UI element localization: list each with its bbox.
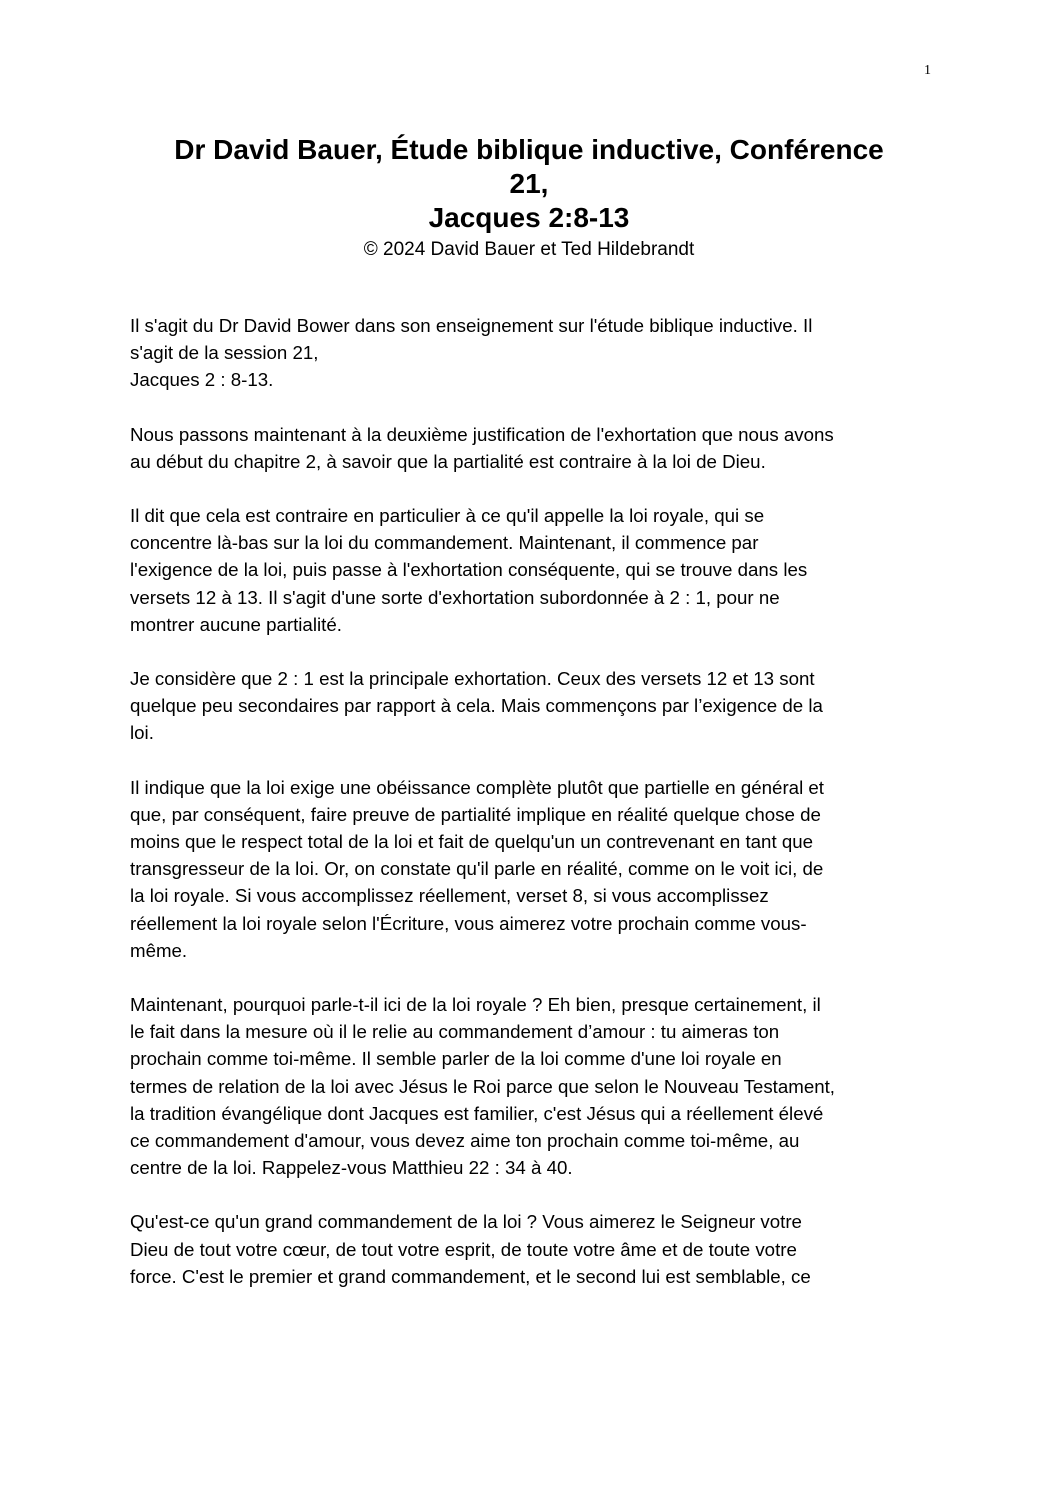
paragraph: Qu'est-ce qu'un grand commandement de la loi ? Vous aimerez le Seigneur votre Dieu de tout votre cœur, de tout votre esprit, de toute votre âme et de toute votre force. C'est le premier et grand commandement, et le second lui est semblable, ce (130, 1211, 811, 1287)
title-line-2: 21, (509, 168, 549, 199)
title-line-3: Jacques 2:8-13 (428, 202, 630, 233)
paragraph: Nous passons maintenant à la deuxième justification de l'exhortation que nous avons au début du chapitre 2, à savoir que la partialité est contraire à la loi de Dieu. (130, 423, 834, 472)
page-number: 1 (924, 63, 931, 78)
paragraph: Maintenant, pourquoi parle-t-il ici de la loi royale ? Eh bien, presque certainement, il le fait dans la mesure où il le relie au commandement d’amour : tu aimeras ton prochain comme toi-même. Il semble parler de la loi comme d'une loi royale en termes de relation de la loi avec Jésus le Roi parce que selon le Nouveau Testament, la tradition évangélique dont Jacques est familier, c'est Jésus qui a réellement élevé ce commandement d'amour, vous devez aime ton prochain comme toi-même, au centre de la loi. Rappelez-vous Matthieu 22 : 34 à 40. (130, 994, 835, 1179)
body-text (130, 312, 925, 1317)
title-block (100, 133, 958, 263)
paragraph: Je considère que 2 : 1 est la principale exhortation. Ceux des versets 12 et 13 sont quelque peu secondaires par rapport à cela. Mais commençons par l’exigence de la loi. (130, 668, 823, 744)
title-line-1: Dr David Bauer, Étude biblique inductive, Conférence (174, 134, 884, 165)
paragraph: Il s'agit du Dr David Bower dans son enseignement sur l'étude biblique inductive. Il s'agit de la session 21, Jacques 2 : 8-13. (130, 315, 813, 391)
copyright-notice: © 2024 David Bauer et Ted Hildebrandt (363, 239, 695, 260)
paragraph: Il dit que cela est contraire en particulier à ce qu'il appelle la loi royale, qui se concentre là-bas sur la loi du commandement. Maintenant, il commence par l'exigence de la loi, puis passe à l'exhortation conséquente, qui se trouve dans les versets 12 à 13. Il s'agit d'une sorte d'exhortation subordonnée à 2 : 1, pour ne montrer aucune partialité. (130, 505, 808, 635)
paragraph: Il indique que la loi exige une obéissance complète plutôt que partielle en général et que, par conséquent, faire preuve de partialité implique en réalité quelque chose de moins que le respect total de la loi et fait de quelqu'un un contrevenant en tant que transgresseur de la loi. Or, on constate qu'il parle en réalité, comme on le voit ici, de la loi royale. Si vous accomplissez réellement, verset 8, si vous accomplissez réellement la loi royale selon l'Écriture, vous aimerez votre prochain comme vous- même. (130, 776, 824, 961)
